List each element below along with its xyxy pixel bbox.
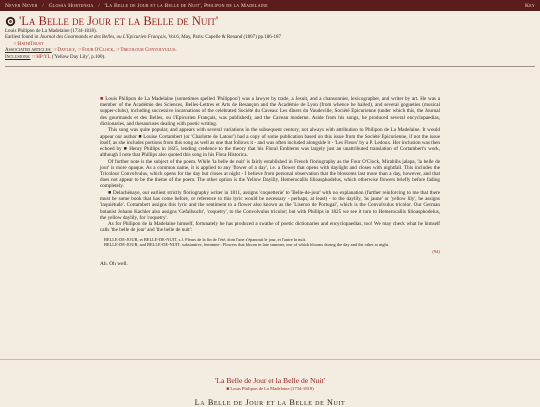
poem-plate-author: ■ Louis Philipon de La Madelaine (1734-1818) [226,386,314,391]
hathitrust-icon: ☞ [13,41,18,47]
associated-label: Associated articles: [5,48,52,54]
excerpt-french: BELLE-DE-JOUR, et BELLE-DE-NUIT, s.f. Fleurs de la fin de l'été, dont l'une s'épanouit le jour, et l'autre la nuit. [104,236,307,242]
page-title [5,14,535,29]
breadcrumb-glossa-hortensia[interactable]: Glossa Hortensia [48,2,94,9]
associated-articles: Associated articles: ☞Daylily, ☞Four O'Clock, ☞Tricolour Convolvulus. [5,48,177,54]
breadcrumb [5,3,519,9]
bullet-icon: ■ [226,386,231,391]
source-details: , Vol.6, May, Paris: Capelle & Renand (1807) pp.186-187 [165,35,281,41]
paragraph-4: ■ Delachénaye, our earliest strictly floriography writer in 1811, assigns 'coquetterie' to 'Belle-de-jour' with no explanation (further reinforcing to me that there must be some book that has come before, or reference to this lyric would be necessary - perhaps, at least) - to the daylily, 'às jaune' or 'yellow lily', he assigns 'inquiétude'. Cortambert assigns this lyric and the sentiment to a flower also known as the 'Liseron de Portugal', which is the Convolvulus tricolor. Our German botanist Johann Kachler also assigns 'Gefallsucht', 'coquetry', to the Convolvulus tricolor; but with Phillips in 1825 we see it turn to Hemerocallis lilioasphodelus, the yellow daylily, for 'coquetry'. [100,189,440,221]
pointing-hand-icon: ☞ [115,48,121,54]
inclusion-link-hpyl[interactable]: HP:YL [36,54,51,60]
associated-link-daylily[interactable]: Daylily [57,48,76,54]
paragraph-5: As for Philipon de la Madelaine himself, fortunately he has produced a swathe of poetic dictionaries and encyclopaedias, too! We may check what he himself calls 'the belle de jour' and 'the belle de nuit': [100,221,440,234]
paragraph-3: Of further note is the subject of the poem. While 'la belle de nuit' is fairly established in French floriography as the Four O'Clock, Mirabilis jalapa, 'la belle de jour' is more opaque. As a common name, it is applied to any 'flower of a day', i.e. a flower that opens with daylight and closes with nightfall. This includes the Tricolour Convolvulus, which opens for the day but closes at night - I believe from personal observation that the blossoms last more than a day, however, and that does not appear to be the theme of the poem. The other option is the Yellow Daylily, Hemerocallis lilioasphodelus, which otherwise flowers briefly before fading completely. [100,158,440,190]
breadcrumb-never-never[interactable]: Never Never [5,2,38,9]
paragraph-1: ■ Louis Philipon de La Madelaine (sometimes spelled 'Philippon') was a lawyer by trade, a Jesuit, and a chansonnier, lexicographer, and writer by art. He was a member of the Académie des Sciences, Belles-Lettres et Arts de Besançon and the Académie de Lyon (from whence he hailed), and several gogueties (musical supper-clubs), including successive incarnations of the celebrated Société du Caveau: Les dîners du Vaudeville, Société Epicurienne (under which this, the Journal des gourmands et des Belles, ou l'Epicurien Français, was published), and the Caveau moderne. Aside from his songs, he produced several encyclopaedias, dictionaries, and thesauruses dealing with poetic writing. [100,96,440,127]
poem-plate-title: 'La Belle de Jour et la Belle de Nuit' [215,376,325,385]
hathitrust-link[interactable]: ☞HathiTrust [13,41,44,47]
bullet-icon: ■ [100,96,106,103]
page-title-text: 'La Belle de Jour et la Belle de Nuit' [19,14,219,28]
top-navigation-bar [0,0,540,11]
page-number-link[interactable]: (94) [432,248,440,254]
source-journal: Journal des Gourmands et des Belles, ou L'Epicurien Français [39,35,166,41]
dictionary-excerpt [100,237,440,248]
key-link[interactable]: Key [525,2,535,9]
closing-remark: Ah. Oh well. [100,260,128,267]
inclusions [5,55,535,61]
author-line: Louis Philipon de La Madelaine (1734-1818). [5,29,97,34]
inclusion-details: ('Yellow Day Lily', p.100). [50,54,106,60]
associated-link-tricolour-convolvulus[interactable]: Tricolour Convolvulus [120,48,176,54]
pointing-hand-icon: ☞ [77,48,83,54]
inclusions-label: Inclusions: [5,54,31,60]
breadcrumb-separator: / [98,2,100,9]
pointing-hand-icon: ☞ [31,54,37,60]
section-divider [0,359,540,360]
article-meta [5,29,535,61]
breadcrumb-separator: / [42,2,44,9]
rose-emblem-icon [5,16,16,27]
excerpt-english: BELLE-DE-JOUR, and BELLE-DE-NUIT, substantive, feminine : Flowers that bloom in late summer, one of which blooms during the day and the other at night. [104,242,390,248]
article-body [100,67,440,317]
paragraph-2: This song was quite popular, and appears with several variations in the subsequent century, not always with attribution to Philipon de La Madelaine. It would appear our author ■ Louise Cortambert (or 'Charlotte de Latour') had a copy of some publication based on this issue from the Société Epicurienne, if not the issue itself, as she includes portions from this song as well as one that follows it - and was often included alongside it - 'Les Fleurs' by a P. Ledoux. Her inclusion was then echoed by ■ Henry Phillips in 1825, lending credence to the theory that his Floral Emblems was largely just an unattributed translation of Cortambert's work, although I note that Phillips also quoted this song in his Flora Historica. [100,127,440,159]
breadcrumb-current-page: 'La Belle de Jour et la Belle de Nuit', Philipon de la Madelaine [104,2,268,9]
pointing-hand-icon: ☞ [52,48,58,54]
article-header [0,11,540,61]
poem-plate [0,376,540,407]
associated-link-four-oclock[interactable]: Four O'Clock [82,48,114,54]
source-prefix: Earliest found in [5,35,40,41]
poem-heading: La Belle de Jour et la Belle de Nuit [194,398,346,407]
